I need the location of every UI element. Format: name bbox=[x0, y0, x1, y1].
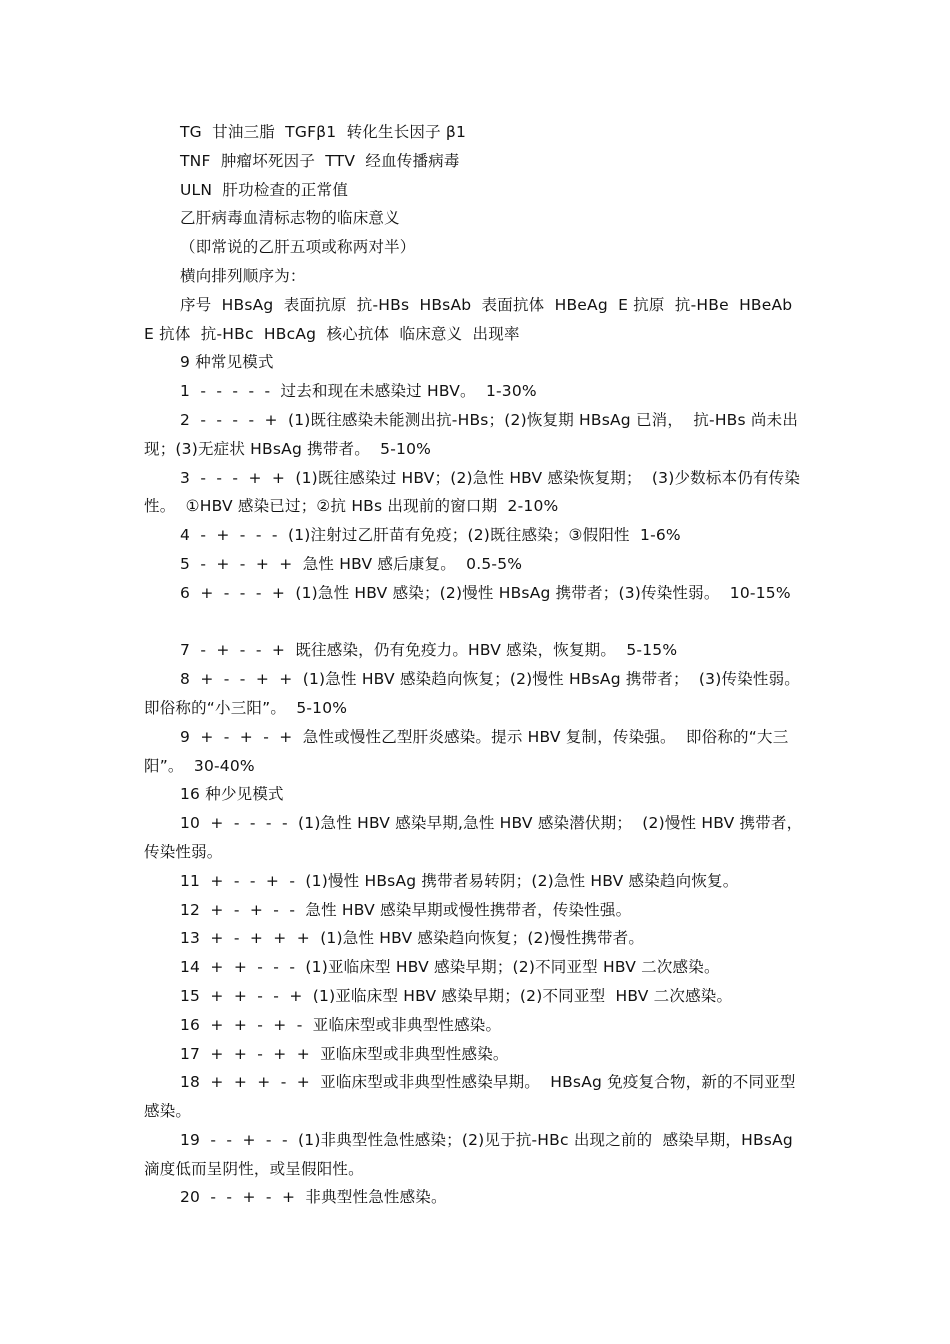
pattern-9: 9 + - + - + 急性或慢性乙型肝炎感染。提示 HBV 复制，传染强。 即俗称的“大三阳”。 30-40% bbox=[144, 727, 789, 775]
pattern-7: 7 - + - - + 既往感染，仍有免疫力。HBV 感染，恢复期。 5-15% bbox=[180, 641, 678, 660]
common-patterns-heading: 9 种常见模式 bbox=[180, 353, 274, 372]
pattern-12: 12 + - + - - 急性 HBV 感染早期或慢性携带者，传染性强。 bbox=[180, 900, 632, 919]
rare-patterns-heading: 16 种少见模式 bbox=[180, 785, 284, 804]
pattern-13: 13 + - + + + (1)急性 HBV 感染趋向恢复；(2)慢性携带者。 bbox=[180, 929, 645, 948]
abbrev-tnf-ttv: TNF 肿瘤坏死因子 TTV 经血传播病毒 bbox=[180, 151, 460, 170]
pattern-8: 8 + - - + + (1)急性 HBV 感染趋向恢复；(2)慢性 HBsAg 携带者； (3)传染性弱。即俗称的“小三阳”。 5-10% bbox=[144, 670, 800, 717]
pattern-10: 10 + - - - - (1)急性 HBV 感染早期,急性 HBV 感染潜伏期； (2)慢性 HBV 携带者，传染性弱。 bbox=[144, 814, 803, 861]
pattern-15: 15 + + - - + (1)亚临床型 HBV 感染早期；(2)不同亚型 HBV 二次感染。 bbox=[180, 986, 733, 1005]
pattern-14: 14 + + - - - (1)亚临床型 HBV 感染早期；(2)不同亚型 HBV 二次感染。 bbox=[180, 958, 720, 977]
pattern-1: 1 - - - - - 过去和现在未感染过 HBV。 1-30% bbox=[180, 382, 537, 401]
column-order: 序号 HBsAg 表面抗原 抗-HBs HBsAb 表面抗体 HBeAg E 抗原 抗-HBe HBeAb E 抗体 抗-HBc HBcAg 核心抗体 临床意义 出现率 bbox=[144, 295, 803, 343]
section-heading: 乙肝病毒血清标志物的临床意义 bbox=[180, 209, 400, 228]
pattern-2: 2 - - - - + (1)既往感染未能测出抗-HBs；(2)恢复期 HBsAg 已消， 抗-HBs 尚未出现；(3)无症状 HBsAg 携带者。 5-10% bbox=[144, 410, 799, 458]
pattern-3: 3 - - - + + (1)既往感染过 HBV；(2)急性 HBV 感染恢复期； (3)少数标本仍有传染性。 ①HBV 感染已过；②抗 HBs 出现前的窗口期 2-10% bbox=[144, 468, 801, 516]
pattern-5: 5 - + - + + 急性 HBV 感后康复。 0.5-5% bbox=[180, 554, 523, 573]
pattern-16: 16 + + - + - 亚临床型或非典型性感染。 bbox=[180, 1015, 502, 1034]
pattern-19: 19 - - + - - (1)非典型性急性感染；(2)见于抗-HBc 出现之前的 感染早期，HBsAg 滴度低而呈阴性，或呈假阳性。 bbox=[144, 1130, 799, 1178]
abbrev-uln: ULN 肝功检查的正常值 bbox=[180, 180, 349, 199]
pattern-17: 17 + + - + + 亚临床型或非典型性感染。 bbox=[180, 1044, 509, 1063]
pattern-11: 11 + - - + - (1)慢性 HBsAg 携带者易转阴；(2)急性 HBV 感染趋向恢复。 bbox=[180, 871, 739, 890]
order-intro: 横向排列顺序为： bbox=[180, 266, 306, 285]
section-subheading: （即常说的乙肝五项或称两对半） bbox=[180, 238, 416, 257]
blank-line bbox=[144, 608, 808, 637]
pattern-20: 20 - - + - + 非典型性急性感染。 bbox=[180, 1188, 447, 1207]
pattern-6: 6 + - - - + (1)急性 HBV 感染；(2)慢性 HBsAg 携带者；(3)传染性弱。 10-15% bbox=[180, 583, 791, 602]
pattern-18: 18 + + + - + 亚临床型或非典型性感染早期。 HBsAg 免疫复合物，新的不同亚型感染。 bbox=[144, 1073, 796, 1121]
abbrev-tg-tgfb1: TG 甘油三脂 TGFβ1 转化生长因子 β1 bbox=[180, 123, 467, 141]
document-body bbox=[144, 118, 808, 1212]
pattern-4: 4 - + - - - (1)注射过乙肝苗有免疫；(2)既往感染；③假阳性 1-6% bbox=[180, 526, 681, 545]
